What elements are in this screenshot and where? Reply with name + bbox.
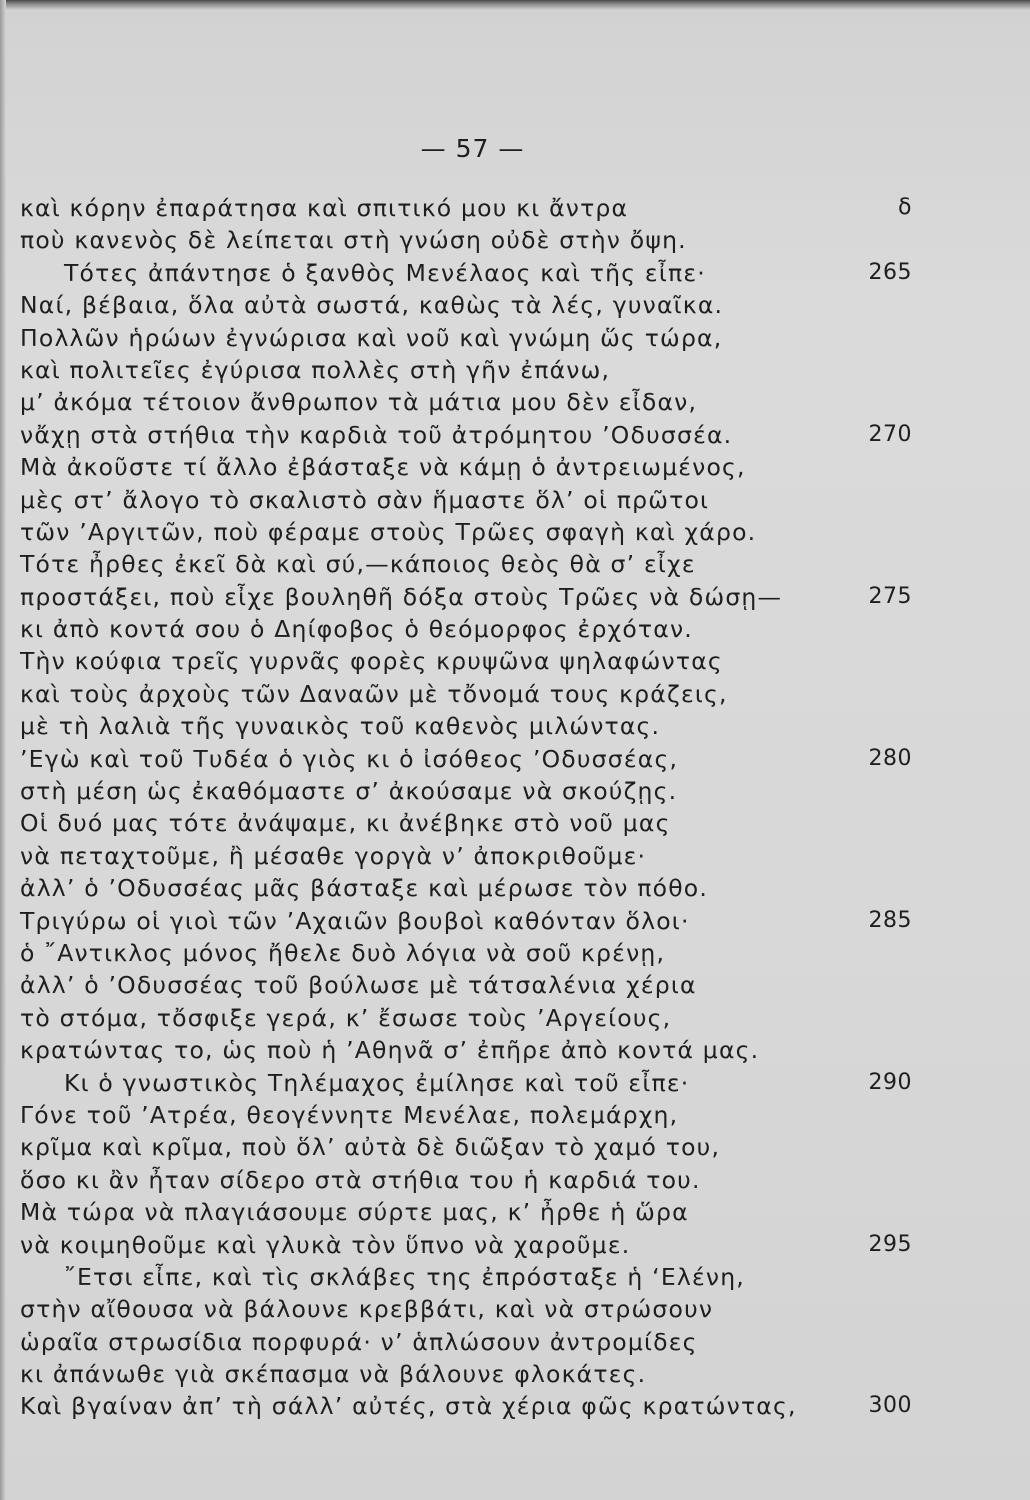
verse-text: Καὶ βγαίναν ἀπ’ τὴ σάλλ’ αὐτές, στὰ χέρια φῶς κρατώντας, (20, 1392, 797, 1421)
verse-line (20, 645, 920, 677)
verse-line (20, 840, 920, 872)
verse-line (20, 1131, 920, 1163)
verse-line (20, 548, 920, 580)
line-number: 280 (868, 745, 912, 771)
verse-text: τὸ στόμα, τὄσφιξε γερά, κ’ ἔσωσε τοὺς ’Αργείους, (20, 1003, 672, 1032)
line-number: 295 (868, 1231, 912, 1257)
verse-text: νὰ πεταχτοῦμε, ἢ μέσαθε γοργὰ ν’ ἀποκριθοῦμε· (20, 841, 647, 870)
verse-line (20, 1164, 920, 1196)
verse-text: Μὰ τώρα νὰ πλαγιάσουμε σύρτε μας, κ’ ἦρθε ἡ ὥρα (20, 1198, 689, 1227)
verse-line (20, 1002, 920, 1034)
verse-line (20, 937, 920, 969)
verse-text: στὴν αἴθουσα νὰ βάλουνε κρεββάτι, καὶ νὰ στρώσουν (20, 1295, 714, 1324)
verse-line (20, 581, 920, 613)
verse-line (20, 1067, 920, 1099)
verse-line (20, 775, 920, 807)
verse-line (20, 224, 920, 256)
line-number: δ (898, 195, 912, 220)
verse-text: Κι ὁ γνωστικὸς Τηλέμαχος ἐμίλησε καὶ τοῦ εἶπε· (64, 1068, 690, 1097)
page-top-edge (0, 0, 1030, 10)
verse-line (20, 969, 920, 1001)
verse-text: ὅσο κι ἂν ἦταν σίδερο στὰ στήθια του ἡ καρδιά του. (20, 1165, 701, 1194)
verse-text: Γόνε τοῦ ’Ατρέα, θεογέννητε Μενέλαε, πολεμάρχη, (20, 1100, 679, 1129)
verse-line (20, 1099, 920, 1131)
page-number: — 57 — (420, 134, 525, 163)
verse-text: μ’ ἀκόμα τέτοιον ἄνθρωπον τὰ μάτια μου δὲν εἶδαν, (20, 388, 698, 417)
verse-line (20, 516, 920, 548)
verse-text: καὶ τοὺς ἀρχοὺς τῶν Δαναῶν μὲ τὄνομά τους κράζεις, (20, 679, 728, 708)
verse-text: ῎Ετσι εἶπε, καὶ τὶς σκλάβες της ἐπρόσταξε ἡ ‘Ελένη, (64, 1262, 745, 1291)
verse-line (20, 354, 920, 386)
verse-text: τῶν ’Αργιτῶν, ποὺ φέραμε στοὺς Τρῶες σφαγὴ καὶ χάρο. (20, 517, 757, 546)
verse-text: προστάξει, ποὺ εἶχε βουληθῆ δόξα στοὺς Τρῶες νὰ δώσῃ— (20, 582, 783, 611)
verse-text: ἀλλ’ ὁ ’Οδυσσέας τοῦ βούλωσε μὲ τάτσαλένια χέρια (20, 971, 697, 1000)
poem-text (20, 192, 920, 1423)
line-number: 270 (868, 421, 912, 447)
verse-line (20, 1358, 920, 1390)
line-number: 275 (868, 583, 912, 609)
line-number: 265 (868, 259, 912, 285)
verse-text: ὡραῖα στρωσίδια πορφυρά· ν’ ἁπλώσουν ἀντρομίδες (20, 1327, 698, 1356)
verse-text: νἄχῃ στὰ στήθια τὴν καρδιὰ τοῦ ἀτρόμητου ’Οδυσσέα. (20, 420, 733, 449)
verse-line (20, 257, 920, 289)
verse-line (20, 192, 920, 224)
verse-text: καὶ πολιτεῖες ἐγύρισα πολλὲς στὴ γῆν ἐπάνω, (20, 355, 611, 384)
verse-line (20, 1229, 920, 1261)
verse-line (20, 710, 920, 742)
verse-line (20, 1196, 920, 1228)
verse-text: νὰ κοιμηθοῦμε καὶ γλυκὰ τὸν ὕπνο νὰ χαροῦμε. (20, 1230, 631, 1259)
verse-line (20, 1034, 920, 1066)
verse-line (20, 872, 920, 904)
verse-text: κι ἀπὸ κοντά σου ὁ Δηίφοβος ὁ θεόμορφος ἐρχόταν. (20, 615, 693, 644)
verse-text: Πολλῶν ἡρώων ἐγνώρισα καὶ νοῦ καὶ γνώμη ὥς τώρα, (20, 323, 723, 352)
verse-text: στὴ μέση ὡς ἐκαθόμαστε σ’ ἀκούσαμε νὰ σκούζῃς. (20, 777, 678, 806)
verse-text: Οἱ δυό μας τότε ἀνάψαμε, κι ἀνέβηκε στὸ νοῦ μας (20, 809, 671, 838)
line-number: 300 (868, 1393, 912, 1419)
verse-text: κρατώντας το, ὡς ποὺ ἡ ’Αθηνᾶ σ’ ἐπῆρε ἀπὸ κοντά μας. (20, 1036, 760, 1065)
verse-text: Τὴν κούφια τρεῖς γυρνᾶς φορὲς κρυψῶνα ψηλαφώντας (20, 647, 723, 676)
verse-line (20, 743, 920, 775)
verse-line (20, 1390, 920, 1422)
verse-text: ’Εγὼ καὶ τοῦ Τυδέα ὁ γιὸς κι ὁ ἰσόθεος ’Οδυσσέας, (20, 744, 679, 773)
verse-line (20, 451, 920, 483)
verse-text: ὁ ῎Αντικλος μόνος ἤθελε δυὸ λόγια νὰ σοῦ κρένῃ, (20, 938, 666, 967)
verse-line (20, 905, 920, 937)
verse-text: Τότες ἀπάντησε ὁ ξανθὸς Μενέλαος καὶ τῆς εἶπε· (64, 258, 706, 287)
page-left-edge (0, 0, 6, 1500)
verse-line (20, 419, 920, 451)
verse-text: Τριγύρω οἱ γιοὶ τῶν ’Αχαιῶν βουβοὶ καθόνταν ὅλοι· (20, 906, 690, 935)
verse-text: καὶ κόρην ἐπαράτησα καὶ σπιτικό μου κι ἄντρα (20, 194, 629, 222)
verse-line (20, 1261, 920, 1293)
verse-line (20, 1293, 920, 1325)
verse-text: μὲς στ’ ἄλογο τὸ σκαλιστὸ σὰν ἥμαστε ὅλ’ οἱ πρῶτοι (20, 485, 710, 514)
verse-line (20, 613, 920, 645)
verse-line (20, 289, 920, 321)
verse-text: Μὰ ἀκοῦστε τί ἄλλο ἐβάσταξε νὰ κάμῃ ὁ ἀντρειωμένος, (20, 453, 746, 482)
line-number: 285 (868, 907, 912, 933)
verse-line (20, 678, 920, 710)
verse-text: ποὺ κανενὸς δὲ λείπεται στὴ γνώση οὐδὲ στὴν ὄψη. (20, 226, 687, 255)
verse-line (20, 1326, 920, 1358)
verse-text: Ναί, βέβαια, ὅλα αὐτὰ σωστά, καθὼς τὰ λές, γυναῖκα. (20, 291, 724, 320)
verse-text: ἀλλ’ ὁ ’Οδυσσέας μᾶς βάσταξε καὶ μέρωσε τὸν πόθο. (20, 874, 709, 903)
line-number: 290 (868, 1069, 912, 1095)
verse-line (20, 484, 920, 516)
verse-line (20, 807, 920, 839)
verse-text: κι ἀπάνωθε γιὰ σκέπασμα νὰ βάλουνε φλοκάτες. (20, 1360, 647, 1389)
verse-line (20, 322, 920, 354)
verse-line (20, 386, 920, 418)
verse-text: μὲ τὴ λαλιὰ τῆς γυναικὸς τοῦ καθενὸς μιλώντας. (20, 712, 661, 741)
verse-text: Τότε ἦρθες ἐκεῖ δὰ καὶ σύ,—κάποιος θεὸς θὰ σ’ εἶχε (20, 550, 696, 579)
verse-text: κρῖμα καὶ κρῖμα, ποὺ ὅλ’ αὐτὰ δὲ διῶξαν τὸ χαμό του, (20, 1133, 721, 1162)
